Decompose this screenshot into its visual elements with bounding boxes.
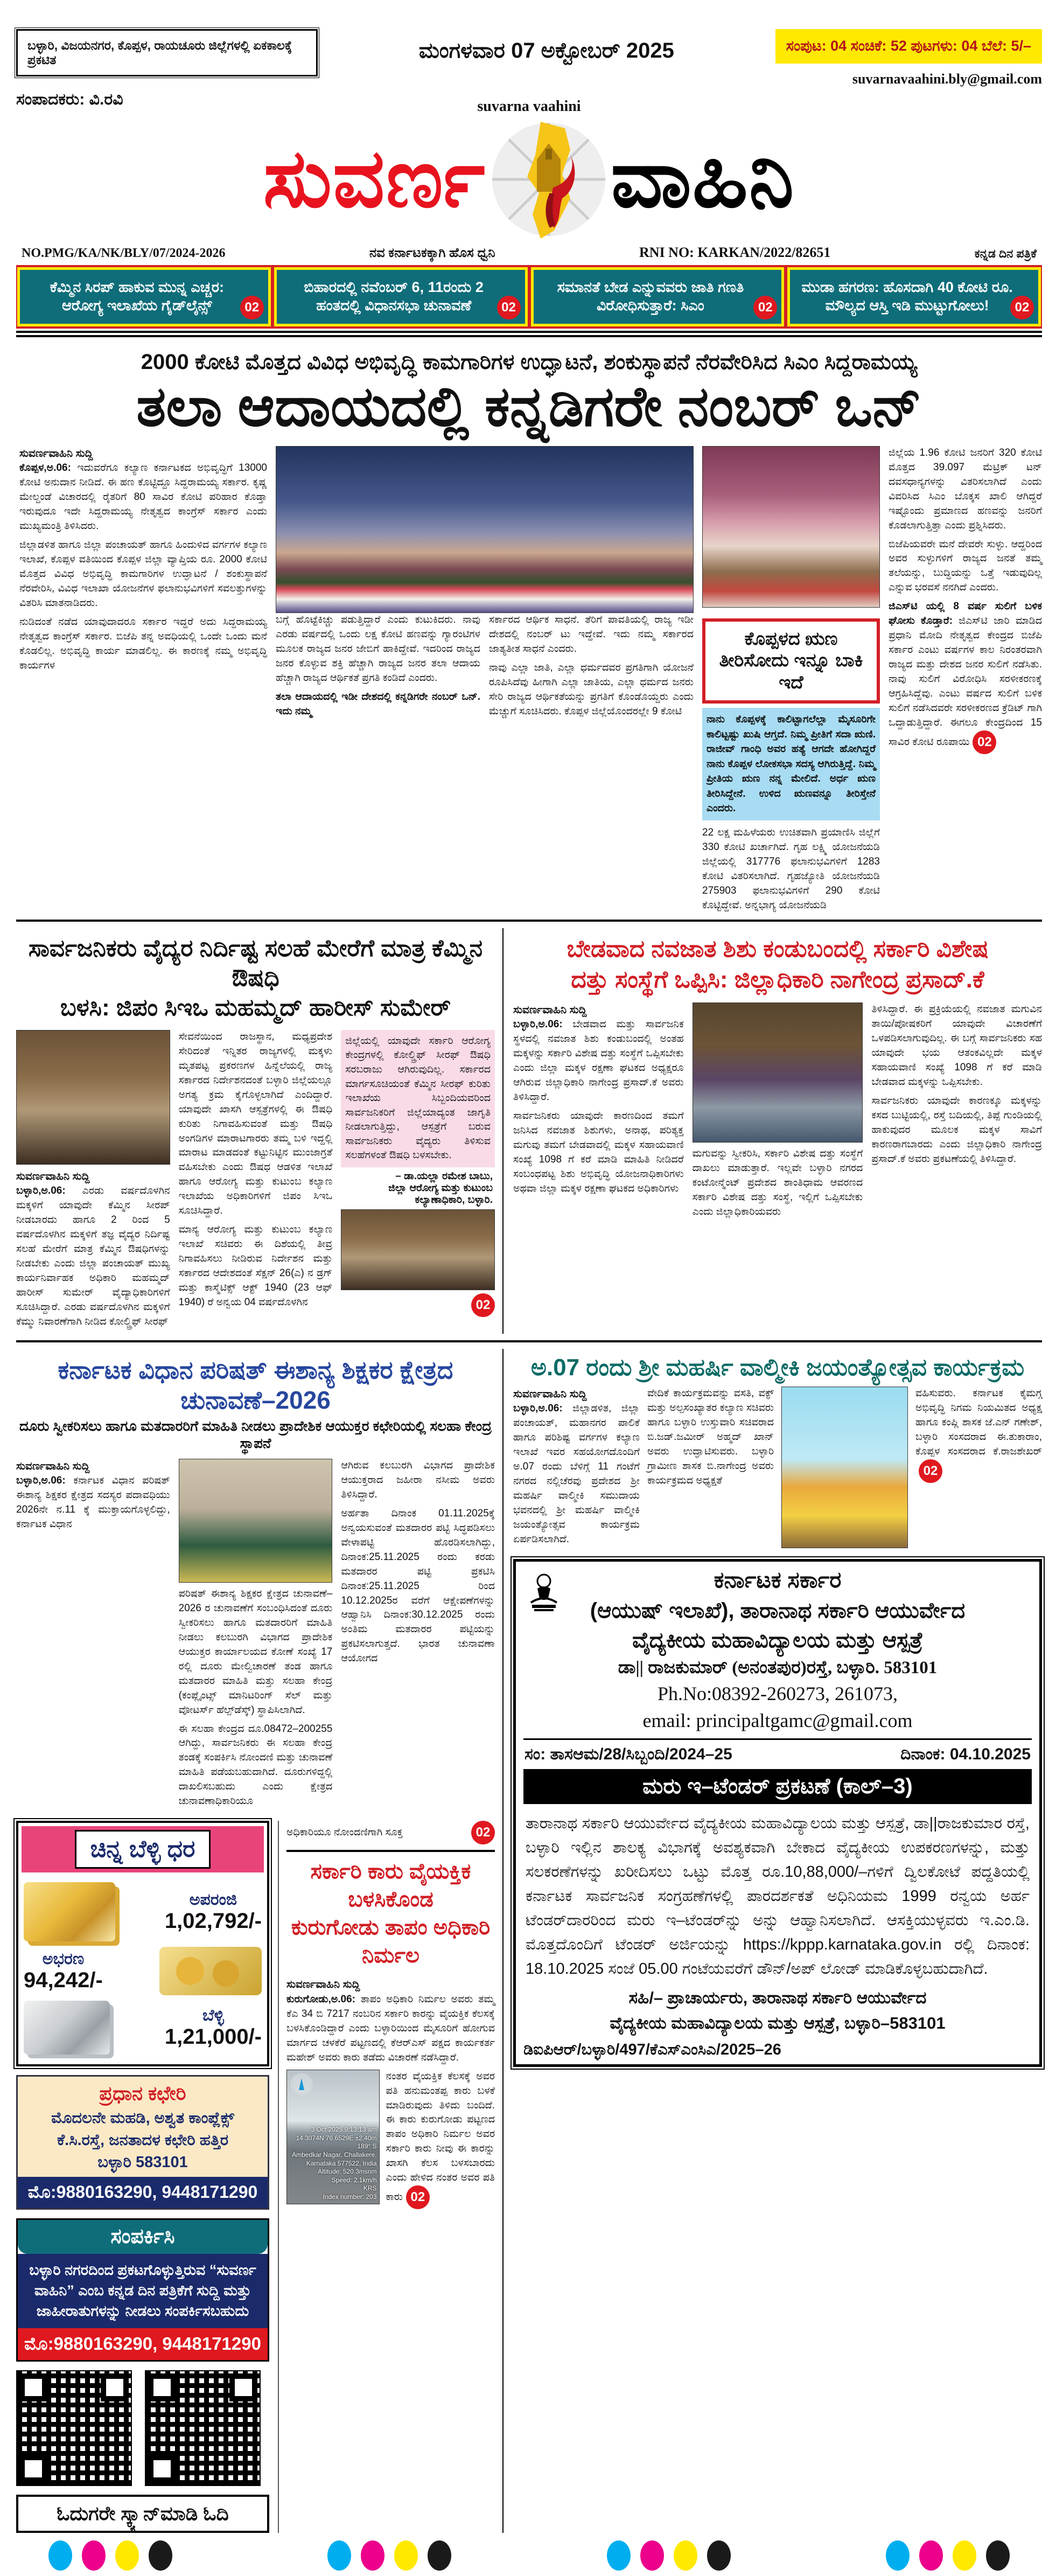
gps-line: 189° S — [357, 2142, 377, 2150]
valmiki-column-3 — [781, 1387, 908, 1551]
office-address-line: ಕೆ.ಸಿ.ರಸ್ತೆ, ಜನತಾದಳ ಕಛೇರಿ ಹತ್ತಿರ — [57, 2132, 229, 2149]
gold-item-label: ಅಭರಣ — [42, 1950, 85, 1968]
tender-email: email: principaltgamc@gmail.com — [642, 1709, 913, 1731]
lead-paragraph: ನುಡಿದಂತೆ ನಡೆದ ಯಾವುದಾದರೂ ಸರ್ಕಾರ ಇದ್ದರೆ ಅದು ಸಿದ್ದರಾಮಯ್ಯ ನೇತೃತ್ವದ ಕಾಂಗ್ರೆಸ್ ಸರ್ಕಾರ. ಬಿಜೆಪಿ ತನ್ನ ಅವಧಿಯಲ್ಲಿ ಒಂದೇ ಒಂದು ಮನೆ ಕೊಡಲಿಲ್ಲ. ಅಭಿವೃದ್ಧಿ ಕಾರ್ಯ ಮಾಡಲಿಲ್ಲ. ಈ ಕಾರಣಕ್ಕೆ ನಮ್ಮ ಅಭಿವೃದ್ಧಿ ಕಾರ್ಯಗಳ — [19, 616, 267, 671]
cough-headline — [16, 934, 495, 1022]
karnataka-emblem-icon — [527, 1570, 561, 1616]
second-story-band — [16, 928, 1042, 1334]
adoption-paragraph: ಸಾರ್ವಜನಿಕರು ಯಾವುದೇ ಕಾರಣದಿಂದ ತಮಗೆ ಜನಿಸಿದ ನವಜಾತ ಶಿಶುಗಳು, ಅನಾಥ, ಪರಿತ್ಯಕ್ತ ಮಗುವು ತಮಗೆ ಬೇಡವಾದಲ್ಲಿ ಮಕ್ಕಳ ಸಹಾಯವಾಣಿ ಸಂಖ್ಯೆ 1098 ಗೆ ಕರೆ ಮಾಡಿ ಮಾಹಿತಿ ನೀಡಿದರೆ ಸಂಬಂಧಪಟ್ಟ ಶಿಶು ಅಭಿವೃದ್ಧಿ ಯೋಜನಾಧಿಕಾರಿಗಳು ಅಥವಾ ಜಿಲ್ಲಾ ಮಕ್ಕಳ ರಕ್ಷಣಾ ಘಟಕದ ಅಧಿಕಾರಿಗಳು — [513, 1110, 684, 1195]
lead-paragraph: ಸರ್ಕಾರದ ಆರ್ಥಿಕ ಸಾಧನೆ. ತೆರಿಗೆ ಪಾವತಿಯಲ್ಲಿ ರಾಜ್ಯ ಇಡೀ ದೇಶದಲ್ಲಿ ನಂಬರ್ ಟು ಇದ್ದೇವೆ. ಇದು ನಮ್ಮ ಸರ್ಕಾರದ ಜಾತ್ಯತೀತ ಸಾಧನೆ ಎಂದರು. — [489, 614, 694, 655]
valmiki-paragraph: ವಹಿಸುವರು. ಕರ್ನಾಟಕ ಕೈಮಗ್ಗ ಅಭಿವೃದ್ಧಿ ನಿಗಮ ನಿಯಮಿತದ ಅಧ್ಯಕ್ಷ ಹಾಗೂ ಕಂಪ್ಲಿ ಶಾಸಕ ಜೆ.ಎನ್ ಗಣೇಶ್, ಬಳ್ಳಾರಿ ಸಂಸದರಾದ ಈ.ತುಕಾರಾಂ, ಕೊಪ್ಪಳ ಸಂಸದರಾದ ಕೆ.ರಾಜಶೇಖರ್ — [915, 1387, 1042, 1457]
qr-eye — [19, 2455, 47, 2483]
qr-code-1 — [16, 2370, 132, 2486]
contact-body: ಬಳ್ಳಾರಿ ನಗರದಿಂದ ಪ್ರಕಟಗೊಳ್ಳುತ್ತಿರುವ “ಸುವರ್ಣ ವಾಹಿನಿ” ಎಂಬ ಕನ್ನಡ ದಿನ ಪತ್ರಿಕೆಗೆ ಸುದ್ದಿ ಮತ್ತು ಜಾಹೀರಾತುಗಳನ್ನು ನೀಡಲು ಸಂಪರ್ಕಿಸಬಹುದು — [18, 2254, 268, 2328]
tender-address: ಡಾ|| ರಾಜಕುಮಾರ್ (ಅನಂತಪುರ)ರಸ್ತೆ, ಬಳ್ಳಾರಿ. 583101 — [618, 1658, 938, 1677]
office-address-line: ಮೊದಲನೇ ಮಹಡಿ, ಅಶ್ವತ ಕಾಂಪ್ಲೆಕ್ಸ್ — [51, 2109, 234, 2127]
qr-row — [16, 2370, 269, 2486]
rule — [16, 331, 1042, 337]
commissioner-photo — [179, 1459, 333, 1583]
byline: ಸುವರ್ಣವಾಹಿನಿ ಸುದ್ದಿ — [16, 1170, 90, 1182]
lead-paragraph-bold: ತಲಾ ಆದಾಯದಲ್ಲಿ ಇಡೀ ದೇಶದಲ್ಲಿ ಕನ್ನಡಿಗರೇ ನಂಬರ್ ಒನ್. ಇದು ನಮ್ಮ — [276, 691, 480, 717]
gold-item-value: 1,02,792/- — [164, 1909, 262, 1933]
lead-headline: ತಲಾ ಆದಾಯದಲ್ಲಿ ಕನ್ನಡಿಗರೇ ನಂಬರ್ ಒನ್ — [136, 375, 922, 438]
lead-column-2 — [276, 613, 480, 913]
election-paragraph: ಪರಿಷತ್ ಈಶಾನ್ಯ ಶಿಕ್ಷಕರ ಕ್ಷೇತ್ರದ ಚುನಾವಣೆ–2026 ರ ಚುನಾವಣೆಗೆ ಸಂಬಂಧಿಸಿದಂತೆ ದೂರು ಸ್ವೀಕರಿಸಲು ಹಾಗೂ ಮತದಾರರಿಗೆ ಮಾಹಿತಿ ನೀಡಲು ಕಲಬುರಗಿ ವಿಭಾಗದ ಪ್ರಾದೇಶಿಕ ಆಯುಕ್ತರ ಕಾರ್ಯಾಲಯದ ಕೋಣೆ ಸಂಖ್ಯೆ 17 ರಲ್ಲಿ ದೂರು ಮೇಲ್ವಿಚಾರಣೆ ತಂಡ ಹಾಗೂ ಮತದಾರರ ಮಾಹಿತಿ ಮತ್ತು ಸಲಹಾ ಕೇಂದ್ರ (ಕಂಪ್ಲೈಂಟ್ಸ್ ಮಾನಿಟರಿಂಗ್ ಸೆಲ್ ಮತ್ತು ವೋಟರ್ಸ್ ಹೆಲ್ಪ್‌ಡೆಸ್ಕ್) ಸ್ಥಾಪಿಸಿಲಾಗಿದೆ. — [178, 1588, 333, 1716]
lead-stats-paragraph: 22 ಲಕ್ಷ ಮಹಿಳೆಯರು ಉಚಿತವಾಗಿ ಪ್ರಯಾಣಿಸಿ ಜಿಲ್ಲೆಗೆ 330 ಕೋಟಿ ಖರ್ಚಾಗಿದೆ. ಗೃಹ ಲಕ್ಷ್ಮಿ ಯೋಜನೆಯಡಿ ಜಿಲ್ಲೆಯಲ್ಲಿ 317776 ಫಲಾನುಭವಿಗಳಿಗೆ 1283 ಕೋಟಿ ವಿತರಿಸಲಾಗಿದೆ. ಗೃಹಜ್ಯೋತಿ ಯೋಜನೆಯಡಿ 275903 ಫಲಾನುಭವಿಗಳಿಗೆ 290 ಕೋಟಿ ಕೊಟ್ಟಿದ್ದೇವೆ. ಅನ್ನಭಾಗ್ಯ ಯೋಜನೆಯಡಿ — [702, 826, 880, 911]
page-jump-badge: 02 — [406, 2185, 430, 2209]
masthead-info-row — [22, 245, 1037, 261]
page-jump-badge: 02 — [1010, 296, 1034, 319]
tender-body: ತಾರಾನಾಥ ಸರ್ಕಾರಿ ಆಯುರ್ವೇದ ವೈದ್ಯಕೀಯ ಮಹಾವಿದ್ಯಾಲಯ ಮತ್ತು ಆಸ್ಪತ್ರೆ, ಡಾ||ರಾಜಕುಮಾರ ರಸ್ತೆ, ಬಳ್ಳಾರಿ ಇಲ್ಲಿನ ಶಾಲಕ್ಯ ವಿಭಾಗಕ್ಕೆ ಅವಶ್ಯಕವಾಗಿ ಬೇಕಾದ ವೈದ್ಯಕೀಯ ಉಪಕರಣಗಳನ್ನು, ಮತ್ತು ಸಲಕರಣೆಗಳನ್ನು ಖರೀದಿಸಲು ಒಟ್ಟು ಮೊತ್ತ ರೂ.10,88,000/–ಗಳಿಗೆ ದ್ವಿಲಕೋಟೆ ಪದ್ದತಿಯಲ್ಲಿ ಕರ್ನಾಟಕ ಸಾರ್ವಜನಿಕ ಸಂಗ್ರಹಣೆಗಳಲ್ಲಿ ಪಾರದರ್ಶಕತೆ ಅಧಿನಿಯಮ 1999 ರನ್ವಯ ಅರ್ಹ ಟೆಂಡರ್‌ದಾರರಿಂದ ಮರು ಇ–ಟೆಂಡರ್‌ನ್ನು ಅನ್ನು ಆಹ್ವಾನಿಸಲಾಗಿದೆ. ಆಸಕ್ತಿಯುಳ್ಳವರು ಇ.ಎಂ.ಡಿ. ಮೊತ್ತದೊಂದಿಗೆ ಟೆಂಡರ್ ಅರ್ಜಿಯನ್ನು https://kppp.karnataka.gov.in ರಲ್ಲಿ ದಿನಾಂಕ: 18.10.2025 ಸಂಜೆ 05.00 ಗಂಟೆಯವರೆಗೆ ಡೌನ್/ಅಪ್ ಲೋಡ್ ಮಾಡಿಕೊಳ್ಳಬಹುದಾಗಿದೆ. — [526, 1814, 1030, 1978]
qr-eye — [148, 2455, 176, 2483]
cough-column-3 — [341, 1030, 495, 1334]
date-line: ಮಂಗಳವಾರ 07 ಅಕ್ಟೋಬರ್ 2025 — [418, 39, 674, 62]
teaser-strip — [16, 265, 1042, 329]
adoption-paragraph: ಮಗುವನ್ನು ಸ್ವೀಕರಿಸಿ, ಸರ್ಕಾರಿ ವಿಶೇಷ ದತ್ತು ಸಂಸ್ಥೆಗೆ ದಾಖಲು ಮಾಡುತ್ತಾರೆ. ಇಲ್ಲವೇ ಬಳ್ಳಾರಿ ನಗರದ ಕಂಟೋನ್ಮೆಂಟ್ ಪ್ರದೇಶದ ಶಾಂತಿಧಾಮ ಆವರಣದ ಸರ್ಕಾರಿ ವಿಶೇಷ ದತ್ತು ಸಂಸ್ಥೆ, ಇಲ್ಲಿಗೆ ಒಪ್ಪಿಸಬೇಕು ಎಂದು ಜಿಲ್ಲಾಧಿಕಾರಿಯವರು — [692, 1148, 863, 1217]
gps-line: Speed: 2.1km/h — [331, 2176, 377, 2184]
print-registration-marks — [16, 2533, 1042, 2571]
lead-paragraph: ಬಗ್ಗೆ ಹೊಟ್ಟೆಕಿಚ್ಚು ಪಡುತ್ತಿದ್ದಾರೆ ಎಂದು ಕುಟುಕಿದರು. ನಾವು ಎರಡು ವರ್ಷದಲ್ಲಿ ಒಂದು ಲಕ್ಷ ಕೋಟಿ ಹಣವನ್ನು ಗ್ಯಾರಂಟಿಗಳ ಮೂಲಕ ರಾಜ್ಯದ ಜನರ ಜೇಬಿಗೆ ಹಾಕಿದ್ದೇವೆ. ಇದರಿಂದ ರಾಜ್ಯದ ಜನರ ಕೊಳ್ಳುವ ಶಕ್ತಿ ಹೆಚ್ಚಾಗಿ ರಾಜ್ಯದ ಜನರ ತಲಾ ಆದಾಯ ಹೆಚ್ಚಾಗಿ ರಾಜ್ಯದ ಆರ್ಥಿಕತೆ ಪ್ರಗತಿ ಕಂಡಿದೆ ಎಂದರು. — [276, 614, 480, 684]
cmyk-dots — [327, 2540, 451, 2571]
office-address-line: ಬಳ್ಳಾರಿ 583101 — [97, 2154, 188, 2171]
headline-line: ಸಾರ್ವಜನಿಕರು ವೈದ್ಯರ ನಿರ್ದಿಷ್ಟ ಸಲಹೆ ಮೇರೆಗೆ ಮಾತ್ರ ಕೆಮ್ಮಿನ ಔಷಧಿ — [28, 935, 483, 991]
dho-photo — [341, 1209, 495, 1290]
ceo-photo — [16, 1030, 170, 1165]
right-half — [513, 1349, 1042, 2533]
page-jump-badge: 02 — [973, 730, 996, 754]
attribution-line: ಕಲ್ಯಾಣಾಧಿಕಾರಿ, ಬಳ್ಳಾರಿ. — [415, 1194, 493, 1206]
page-jump-badge: 02 — [753, 296, 777, 319]
gold-bars-image — [24, 1882, 115, 1941]
head-office-title: ಪ್ರಧಾನ ಕಛೇರಿ — [99, 2082, 186, 2105]
cough-paragraph: ಮಾನ್ಯ ಆರೋಗ್ಯ ಮತ್ತು ಕುಟುಂಬ ಕಲ್ಯಾಣ ಇಲಾಖೆ ಸಚಿವರು ಈ ದಿಶೆಯಲ್ಲಿ ತೀವ್ರ ನಿಗಾವಹಿಸಲು ನೀಡಿರುವ ನಿರ್ದೇಶನ ಮತ್ತು ಸರ್ಕಾರದ ಆದೇಶದಂತೆ ಸೆಕ್ಷನ್ 26(ಎ) ನ ಡ್ರಗ್ ಮತ್ತು ಕಾಸ್ಮೆಟಿಕ್ಸ್ ಆಕ್ಟ್ 1940 (23 ಆಫ್ 1940) ರೆ ಅನ್ವಯ 04 ವರ್ಷದೊಳಗಿನ — [178, 1224, 333, 1308]
gold-rate-title-ribbon — [22, 1826, 264, 1872]
headline-line: ದತ್ತು ಸಂಸ್ಥೆಗೆ ಒಪ್ಪಿಸಿ: ಜಿಲ್ಲಾಧಿಕಾರಿ ನಾಗೇಂದ್ರ ಪ್ರಸಾದ್.ಕೆ — [571, 966, 984, 993]
dateline: ಬಳ್ಳಾರಿ,ಅ.06: — [513, 1403, 563, 1415]
lead-callout-title: ಕೊಪ್ಪಳದ ಋಣ ತೀರಿಸೋದು ಇನ್ನೂ ಬಾಕಿ ಇದೆ — [702, 618, 880, 704]
masthead-title-black: ವಾಹಿನಿ — [611, 133, 795, 224]
gold-item-label: ಅಪರಂಜಿ — [189, 1890, 237, 1909]
tender-dipr-ref: ಡಿಐಪಿಆರ್/ಬಳ್ಳಾರಿ/497/ಕೆಎಸ್‌ಎಂಸಿಎ/2025–26 — [523, 2041, 781, 2059]
silver-item-label: ಬೆಳ್ಳಿ — [202, 2006, 224, 2024]
election-column-3 — [341, 1459, 495, 1814]
headline-line: ಕುರುಗೋಡು ತಾಪಂ ಅಧಿಕಾರಿ ನಿರ್ಮಲ — [291, 1916, 491, 1968]
dateline: ಕುರುಗೋಡು,ಅ.06: — [286, 1993, 356, 2005]
gold-rate-box — [16, 1821, 269, 2066]
headline-line: ಸರ್ಕಾರಿ ಕಾರು ವೈಯಕ್ತಿಕ ಬಳಸಿಕೊಂಡ — [310, 1860, 471, 1912]
qr-eye — [19, 2373, 47, 2401]
byline: ಸುವರ್ಣವಾಹಿನಿ ಸುದ್ದಿ — [513, 1388, 587, 1400]
byline: ಸುವರ್ಣವಾಹಿನಿ ಸುದ್ದಿ — [19, 447, 93, 459]
left-ad-stack — [16, 1821, 269, 2532]
silver-item-value: 1,21,000/- — [164, 2024, 262, 2049]
lead-column-4 — [702, 613, 880, 913]
qr-code-2 — [145, 2370, 261, 2486]
tender-department: (ಆಯುಷ್ ಇಲಾಖೆ), ತಾರಾನಾಥ ಸರ್ಕಾರಿ ಆಯುರ್ವೇದ — [590, 1598, 966, 1623]
lead-story — [16, 337, 1042, 913]
election-paragraph: ಈ ಸಲಹಾ ಕೇಂದ್ರದ ದೂ.08472–200255 ಆಗಿದ್ದು, ಸಾರ್ವಜನಿಕರು ಈ ಸಲಹಾ ಕೇಂದ್ರ ತಂಡಕ್ಕೆ ಸಂಪರ್ಕಿಸಿ ನೋಂದಣಿ ಮತ್ತು ಚುನಾವಣೆ ಮಾಹಿತಿ ಪಡೆಯಬಹುದಾಗಿದೆ. ದೂರುಗಳಿದ್ದಲ್ಲಿ ದಾಖಲಿಸಬಹುದು ಎಂದು ಕ್ಷೇತ್ರದ ಚುನಾವಣಾಧಿಕಾರಿಯೂ — [178, 1723, 333, 1807]
lead-column-1 — [19, 446, 267, 913]
third-band — [16, 1349, 1042, 2533]
election-continuation-fragment — [286, 1821, 495, 1844]
cmyk-dots — [886, 2540, 1010, 2571]
teaser-text: ಕೆಮ್ಮಿನ ಸಿರಪ್ ಹಾಕುವ ಮುನ್ನ ಎಚ್ಚರ: ಆರೋಗ್ಯ ಇಲಾಖೆಯ ಗೈಡ್‌ಲೈನ್ಸ್ — [50, 279, 225, 314]
adoption-column-2 — [693, 1002, 863, 1224]
lead-paragraph: ಜಿಲ್ಲೆಯ 1.96 ಕೋಟಿ ಜನರಿಗೆ 320 ಕೋಟಿ ಮೊತ್ತದ 39.097 ಮೆಟ್ರಿಕ್ ಟನ್ ದವಸಧಾನ್ಯಗಳನ್ನು ವಿತರಿಸಲಾಗಿದೆ ಎಂದು ವಿವರಿಸಿದ ಸಿಎಂ ಬೊಕ್ಕಸ ಖಾಲಿ ಆಗಿದ್ದರೆ ಇಷ್ಟೊಂದು ಪ್ರಮಾಣದ ಹಣವನ್ನು ಜನರಿಗೆ ಕೊಡಲಾಗುತ್ತಿತ್ತಾ ಎಂದು ಪ್ರಶ್ನಿಸಿದರು. — [889, 447, 1042, 531]
page-jump-badge: 02 — [497, 296, 521, 319]
election-paragraph: ಆಗಿರುವ ಕಲಬುರಗಿ ವಿಭಾಗದ ಪ್ರಾದೇಶಿಕ ಆಯುಕ್ತರಾದ ಜಹೀರಾ ನಸೀಮ ಅವರು ತಿಳಿಸಿದ್ದಾರೆ. — [341, 1459, 495, 1500]
top-bar — [16, 29, 1042, 87]
lead-photo-memento — [702, 446, 880, 608]
adoption-column-1 — [513, 1002, 684, 1224]
car-paragraph: ನಂತರ ವೈಯಕ್ತಿಕ ಕೆಲಸಕ್ಕೆ ಅವರ ಪತಿ ಹನುಮಂತಪ್ಪ ಕಾರು ಬಳಕೆ ಮಾಡಿರುವುದು ತಿಳಿದು ಬಂದಿದೆ. ಈ ಕಾರು ಕುರುಗೋಡು ಪಟ್ಟಣದ ತಾಪಂ ಅಧಿಕಾರಿ ನಿರ್ಮಲ ಅವರ ಸರ್ಕಾರಿ ಕಾರು ನೀವು ಈ ಕಾರನ್ನು ಖಾಸಗಿ ಕೆಲಸ ಬಳಸಬಾರದು ಎಂದು ಹೇಳಿದ ನಂತರ ಅವರ ಪತಿ ಕಾರು — [386, 2070, 495, 2203]
valmiki-column-2 — [647, 1387, 774, 1551]
election-column-2 — [179, 1459, 333, 1814]
valmiki-column-1 — [513, 1387, 640, 1551]
cmyk-dots — [48, 2540, 172, 2571]
qr-eye — [148, 2373, 176, 2401]
tender-phone: Ph.No:08392-260273, 261073, — [657, 1682, 898, 1704]
tender-government: ಕರ್ನಾಟಕ ಸರ್ಕಾರ — [714, 1567, 842, 1592]
byline: ಸುವರ್ಣವಾಹಿನಿ ಸುದ್ದಿ — [16, 1460, 90, 1472]
latin-name: suvarna vaahini — [477, 98, 581, 115]
rule — [286, 1850, 495, 1852]
teaser-text: ಬಿಹಾರದಲ್ಲಿ ನವೆಂಬರ್ 6, 11ರಂದು 2 ಹಂತದಲ್ಲಿ ವಿಧಾನಸಭಾ ಚುನಾವಣೆ — [304, 279, 484, 314]
silver-bars-image — [24, 2001, 110, 2055]
issue-box: ಸಂಪುಟ: 04 ಸಂಚಿಕೆ: 52 ಪುಟಗಳು: 04 ಬೆಲೆ: 5/– — [775, 29, 1042, 64]
gold-bangles-image — [159, 1947, 262, 1995]
lead-paragraph: ಜಿಲ್ಲಾಡಳಿತ ಹಾಗೂ ಜಿಲ್ಲಾ ಪಂಚಾಯತ್ ಹಾಗೂ ಹಿಂದುಳಿದ ವರ್ಗಗಳ ಕಲ್ಯಾಣ ಇಲಾಖೆ, ಕೊಪ್ಪಳ ವತಿಯಿಂದ ಕೊಪ್ಪಳ ಜಿಲ್ಲಾ ವ್ಯಾಪ್ತಿಯ ರೂ. 2000 ಕೋಟಿ ಮೊತ್ತದ ವಿವಿಧ ಅಭಿವೃದ್ಧಿ ಕಾಮಗಾರಿಗಳ ಉದ್ಘಾಟನೆ / ಶಂಕುಸ್ಥಾಪನೆ ನೆರವೇರಿಸಿ, ವಿವಿಧ ಇಲಾಖಾ ಯೋಜನೆಗಳ ಫಲಾನುಭವಿಗಳಿಗೆ ಸವಲತ್ತುಗಳನ್ನು ವಿತರಿಸಿ ಮಾತನಾಡಿದರು. — [19, 539, 267, 609]
cmyk-dots — [607, 2540, 731, 2571]
postal-reg-no: NO.PMG/KA/NK/BLY/07/2024-2026 — [22, 246, 226, 260]
cough-paragraph: ಸೇವನೆಯಿಂದ ರಾಜಸ್ಥಾನ, ಮಧ್ಯಪ್ರದೇಶ ಸೇರಿದಂತೆ ಇನ್ನಿತರ ರಾಜ್ಯಗಳಲ್ಲಿ ಮಕ್ಕಳು ಮೃತಪಟ್ಟ ಪ್ರಕರಣಗಳ ಹಿನ್ನೆಲೆಯಲ್ಲಿ ರಾಜ್ಯ ಸರ್ಕಾರದ ನಿರ್ದೇಶನದಂತೆ ಬಳ್ಳಾರಿ ಜಿಲ್ಲೆಯಲ್ಲೂ ಅಗತ್ಯ ಕ್ರಮ ಕೈಗೊಳ್ಳಲಾಗಿದೆ ಎಂದಿದ್ದಾರೆ. ಯಾವುದೇ ಖಾಸಗಿ ಆಸ್ಪತ್ರೆಗಳಲ್ಲಿ ಈ ಔಷಧಿ ಕುರಿತು ನಿಗಾವಹಿಸುವಂತೆ ಮತ್ತು ಔಷಧಿ ಅಂಗಡಿಗಳ ಮಾರಾಟಗಾರರು ತಮ್ಮ ಬಳಿ ಇದ್ದಲ್ಲಿ ಮಾರಾಟ ಮಾಡದಂತೆ ಕಟ್ಟುನಿಟ್ಟಿನ ಮುಂಜಾಗ್ರತೆ ವಹಿಸಬೇಕು ಎಂದು ಔಷಧ ಆಡಳಿತ ಇಲಾಖೆ ಹಾಗೂ ಆರೋಗ್ಯ ಮತ್ತು ಕುಟುಂಬ ಕಲ್ಯಾಣ ಇಲಾಖೆಯ ಅಧಿಕಾರಿಗಳಿಗೆ ಜಿಪಂ ಸಿಇಒ ಸೂಚಿಸಿದ್ದಾರೆ. — [178, 1031, 333, 1217]
office-phone: ಮೊ:9880163290, 9448171290 — [18, 2177, 268, 2208]
editor-line: ಸಂಪಾದಕರು: ವಿ.ರವಿ — [16, 90, 123, 108]
election-column-1 — [16, 1459, 170, 1814]
cough-syrup-story — [16, 928, 503, 1334]
attribution-line: ಜಿಲ್ಲಾ ಆರೋಗ್ಯ ಮತ್ತು ಕುಟುಂಬ — [388, 1182, 493, 1194]
karnataka-map-vidhana-soudha-icon — [489, 117, 608, 241]
lead-column-5 — [889, 446, 1042, 913]
compass-icon — [290, 2073, 313, 2096]
dateline: ಬಳ್ಳಾರಿ,ಅ.06: — [16, 1185, 66, 1197]
tender-date: ದಿನಾಂಕ: 04.10.2025 — [900, 1745, 1031, 1763]
qr-caption: ಓದುಗರೇ ಸ್ಕ್ಯಾನ್‌ಮಾಡಿ ಓದಿ — [16, 2495, 269, 2533]
valmiki-image — [781, 1387, 908, 1548]
tender-notice — [513, 1559, 1042, 2067]
middle-bottom-column — [278, 1821, 495, 2532]
adoption-story — [513, 928, 1042, 1334]
qr-eye — [229, 2373, 257, 2401]
gps-line: Index number: 203 — [323, 2192, 377, 2201]
headline-line: ಬಳಸಿ: ಜಿಪಂ ಸಿಇಒ ಮಹಮ್ಮದ್ ಹಾರೀಸ್ ಸುಮೇರ್ — [60, 994, 451, 1021]
lead-strap: 2000 ಕೋಟಿ ಮೊತ್ತದ ವಿವಿಧ ಅಭಿವೃದ್ಧಿ ಕಾಮಗಾರಿಗಳ ಉದ್ಘಾಟನೆ, ಶಂಕುಸ್ಥಾಪನೆ ನೆರವೇರಿಸಿದ ಸಿಎಂ ಸಿದ್ದರಾಮಯ್ಯ — [141, 350, 918, 374]
quote-attribution — [341, 1167, 495, 1209]
fragment-text: ಅಧಿಕಾರಿಯೂ ನೋಂದಣಿಗಾಗಿ ಸೂಕ್ತ — [286, 1826, 403, 1838]
cough-column-2 — [179, 1030, 333, 1334]
gps-line: Altitude: 520.3msnm — [318, 2168, 377, 2176]
rni-no: RNI NO: KARKAN/2022/82651 — [639, 245, 831, 260]
headline-line: ಬೇಡವಾದ ನವಜಾತ ಶಿಶು ಕಂಡುಬಂದಲ್ಲಿ ಸರ್ಕಾರಿ ವಿಶೇಷ — [567, 935, 989, 962]
masthead-title-red: ಸುವರ್ಣ — [263, 133, 486, 224]
adoption-column-3 — [871, 1002, 1042, 1224]
car-intro — [286, 1977, 495, 2065]
byline: ಸುವರ್ಣವಾಹಿನಿ ಸುದ್ದಿ — [513, 1004, 587, 1017]
gps-line: 3 Oct 2025 9:13:13 am — [311, 2126, 377, 2134]
email-address: suvarnavaahini.bly@gmail.com — [852, 71, 1042, 87]
tender-college: ವೈದ್ಯಕೀಯ ಮಹಾವಿದ್ಯಾಲಯ ಮತ್ತು ಆಸ್ಪತ್ರೆ — [632, 1628, 923, 1652]
adoption-paragraph: ತಿಳಿಸಿದ್ದಾರೆ. ಈ ಪ್ರಕ್ರಿಯೆಯಲ್ಲಿ ನವಜಾತ ಮಗುವಿನ ತಾಯಿ/ಪೋಷಕರಿಗೆ ಯಾವುದೇ ವಿಚಾರಣೆಗೆ ಒಳಪಡಿಸಲಾಗುವುದಿಲ್ಲ. ಈ ಬಗ್ಗೆ ಸಾರ್ವಜನಿಕರು ಸಹ ಯಾವುದೇ ಭಯ ಆತಂಕವಿಲ್ಲದೇ ಮಕ್ಕಳ ಸಹಾಯವಾಣಿ ಸಂಖ್ಯೆ 1098 ಗೆ ಕರೆ ಮಾಡಿ ಬೇಡವಾದ ಮಕ್ಕಳನ್ನು ಒಪ್ಪಿಸಬೇಕು. — [871, 1004, 1042, 1088]
qr-eye — [101, 2373, 129, 2401]
election-paragraph: ಕರ್ನಾಟಕ ವಿಧಾನ ಪರಿಷತ್ ಈಶಾನ್ಯ ಶಿಕ್ಷಕರ ಕ್ಷೇತ್ರದ ಸದಸ್ಯರ ಪದಾವಧಿಯು 2026ನೇ ನ.11 ಕ್ಕೆ ಮುಕ್ತಾಯಗೊಳ್ಳಲಿದ್ದು, ಕರ್ನಾಟಕ ವಿಧಾನ — [16, 1475, 170, 1530]
teaser-text: ಮುಡಾ ಹಗರಣ: ಹೊಸದಾಗಿ 40 ಕೋಟಿ ರೂ. ಮೌಲ್ಯದ ಆಸ್ತಿ ಇಡಿ ಮುಟ್ಟುಗೋಲು! — [801, 279, 1013, 314]
election-story — [16, 1355, 495, 1814]
dateline: ಬಳ್ಳಾರಿ,ಅ.06: — [16, 1475, 66, 1487]
head-office-box — [16, 2075, 269, 2210]
tender-signature-line: ಸಹಿ/– ಪ್ರಾಚಾರ್ಯರು, ತಾರಾನಾಥ ಸರ್ಕಾರಿ ಆಯುರ್ವೇದ — [628, 1988, 927, 2008]
contact-box — [16, 2218, 269, 2361]
left-half — [16, 1349, 503, 2533]
cough-quote-highlight: ಜಿಲ್ಲೆಯಲ್ಲಿ ಯಾವುದೇ ಸರ್ಕಾರಿ ಆರೋಗ್ಯ ಕೇಂದ್ರಗಳಲ್ಲಿ ಕೋಲ್ಡ್ರಿಫ್ ಸೀರಫ್ ಔಷಧಿ ಸರಬರಾಜು ಆಗಿರುವುದಿಲ್ಲ. ಸರ್ಕಾರದ ಮಾರ್ಗಸೂಚಿಯಂತೆ ಕೆಮ್ಮಿನ ಸೀರಫ್ ಕುರಿತು ಇಲಾಖೆಯ ಸಿಬ್ಬಂದಿಯವರಿಂದ ಸಾರ್ವಜನಿಕರಿಗೆ ಜಿಲ್ಲೆಯಾದ್ಯಂತ ಜಾಗೃತಿ ನೀಡಲಾಗುತ್ತಿದ್ದು, ಆಸ್ಪತ್ರೆಗೆ ಬರುವ ಸಾರ್ವಜನಿಕರು ವೈದ್ಯರು ತಿಳಿಸುವ ಸಲಹೆಗಳಂತೆ ಔಷಧಿ ಬಳಸಬೇಕು. — [341, 1030, 495, 1167]
contact-title: ಸಂಪರ್ಕಿಸಿ — [18, 2220, 268, 2254]
gps-line: Ambedkar Nagar, Challakere, Karnataka 577522, India — [292, 2151, 377, 2167]
byline: ಸುವರ್ಣವಾಹಿನಿ ಸುದ್ದಿ — [286, 1979, 360, 1991]
rule — [16, 1340, 1042, 1342]
teaser-cough-syrup — [17, 267, 271, 326]
page-jump-badge: 02 — [240, 296, 264, 319]
election-paragraph: ಅರ್ಹತಾ ದಿನಾಂಕ 01.11.2025ಕ್ಕೆ ಅನ್ವಯಸುವಂತೆ ಮತದಾರರ ಪಟ್ಟಿ ಸಿದ್ಧಪಡಿಸಲು ವೇಳಾಪಟ್ಟಿ ಹೊರಡಿಸಲಾಗಿದ್ದು, ದಿನಾಂಕ:25.11.2025 ರಂದು ಕರಡು ಮತದಾರರ ಪಟ್ಟಿ ಪ್ರಕಟಿಸಿ ದಿನಾಂಕ:25.11.2025 ರಿಂದ 10.12.2025ರ ವರೆಗೆ ಆಕ್ಷೇಪಣೆಗಳನ್ನು ಆಹ್ವಾನಿಸಿ ದಿನಾಂಕ:30.12.2025 ರಂದು ಅಂತಿಮ ಮತದಾರರ ಪಟ್ಟಿಯನ್ನು ಪ್ರಕಟಿಸಲಾಗುತ್ತದೆ. ಭಾರತ ಚುನಾವಣಾ ಆಯೋಗದ — [341, 1507, 495, 1665]
adoption-paragraph: ಸಾರ್ವಜನಿಕರು ಯಾವುದೇ ಕಾರಣಕ್ಕೂ ಮಕ್ಕಳನ್ನು ಕಸದ ಬುಟ್ಟಿಯಲ್ಲಿ, ರಸ್ತೆ ಬದಿಯಲ್ಲಿ, ತಿಪ್ಪೆ ಗುಂಡಿಯಲ್ಲಿ ಹಾಕುವುದರ ಮೂಲಕ ಮಕ್ಕಳ ಸಾವಿಗೆ ಕಾರಣರಾಗಬಾರದು ಎಂದು ಜಿಲ್ಲಾಧಿಕಾರಿ ನಾಗೇಂದ್ರ ಪ್ರಸಾದ್.ಕೆ ಅವರು ಪ್ರಕಟಣೆಯಲ್ಲಿ ತಿಳಿಸಿದ್ದಾರೆ. — [871, 1095, 1042, 1165]
valmiki-headline: ಅ.07 ರಂದು ಶ್ರೀ ಮಹರ್ಷಿ ವಾಲ್ಮೀಕಿ ಜಯಂತ್ಯೋತ್ಸವ ಕಾರ್ಯಕ್ರಮ — [530, 1354, 1025, 1381]
page-jump-badge: 02 — [919, 1459, 942, 1483]
car-column — [386, 2070, 495, 2214]
tender-ref-no: ಸಂ: ತಾಸಆಮ/28/ಸಿಬ್ಬಂದಿ/2024–25 — [524, 1745, 732, 1763]
teaser-bihar-election — [274, 267, 528, 326]
lead-column-3 — [489, 613, 694, 913]
car-headline — [286, 1857, 495, 1969]
district-box: ಬಳ್ಳಾರಿ, ವಿಜಯನಗರ, ಕೊಪ್ಪಳ, ರಾಯಚೂರು ಜಿಲ್ಲೆಗಳಲ್ಲಿ ಏಕಕಾಲಕ್ಕೆ ಪ್ರಕಟಿತ — [16, 29, 318, 76]
gps-overlay — [287, 2126, 377, 2201]
dateline: ಬಳ್ಳಾರಿ,ಅ.06: — [513, 1019, 563, 1031]
gold-item-value: 94,242/- — [24, 1968, 103, 1992]
car-paragraph: ತಾಪಂ ಅಧಿಕಾರಿ ನಿರ್ಮಲ ಅವರು ತಮ್ಮ ಕೆಎ 34 ಬಿ 7217 ನಂಬರಿನ ಸರ್ಕಾರಿ ಕಾರನ್ನು ವೈಯಕ್ತಿಕ ಕೆಲಸಕ್ಕೆ ಬಳಸಿಕೊಂಡಿದ್ದಾರೆ ಎಂದು ಬಳ್ಳಾರಿಯಿಂದ ಮೈಸೂರಿಗೆ ಹೋಗುವ ಮಾರ್ಗದ ಚಳಕೆರೆ ಪಟ್ಟಣದಲ್ಲಿ ಕೆಆರ್‌ಎಸ್ ಪಕ್ಷದ ಕಾರ್ಯಕರ್ತ ಮಹೇಶ್ ಅವರು ಕಾರು ತಡೆದು ವಿಚಾರಣೆ ನಡೆಸಿದ್ದಾರೆ. — [286, 1993, 495, 2063]
lead-paragraph: ಬಿಜೆಪಿಯವರೇ ಮನೆ ದೇವರೇ ಸುಳ್ಳು. ಆದ್ದರಿಂದ ಅವರ ಸುಳ್ಳುಗಳಿಗೆ ರಾಜ್ಯದ ಜನತೆ ತಮ್ಮ ತಲೆಯನ್ನು, ಬುದ್ಧಿಯನ್ನು ಒತ್ತೆ ಇಡುವುದಿಲ್ಲ ಎನ್ನುವ ಭರವಸೆ ನನಗಿದೆ ಎಂದರು. — [889, 538, 1042, 594]
valmiki-column-4 — [915, 1387, 1042, 1551]
election-subhead: ದೂರು ಸ್ವೀಕರಿಸಲು ಹಾಗೂ ಮತದಾರರಿಗೆ ಮಾಹಿತಿ ನೀಡಲು ಪ್ರಾದೇಶಿಕ ಆಯುಕ್ತರ ಕಛೇರಿಯಲ್ಲಿ ಸಲಹಾ ಕೇಂದ್ರ ಸ್ಥಾಪನೆ — [19, 1417, 492, 1451]
cough-column-1 — [16, 1030, 170, 1334]
teaser-caste-census — [531, 267, 785, 326]
teaser-muda-ed — [787, 267, 1041, 326]
valmiki-paragraph: ಜಿಲ್ಲಾಡಳಿತ, ಜಿಲ್ಲಾ ಪಂಚಾಯತ್, ಮಹಾನಗರ ಪಾಲಿಕೆ ಹಾಗೂ ಪರಿಶಿಷ್ಟ ವರ್ಗಗಳ ಕಲ್ಯಾಣ ಇಲಾಖೆ ಇವರ ಸಹಯೋಗದೊಂದಿಗೆ ಅ.07 ರಂದು ಬೆಳಿಗ್ಗೆ 11 ಗಂಟೆಗೆ ನಗರದ ನಲ್ಲಿಚೆರವು ಪ್ರದೇಶದ ಶ್ರೀ ಮಹರ್ಷಿ ವಾಲ್ಮೀಕಿ ಸಮುದಾಯ ಭವನದಲ್ಲಿ ಶ್ರೀ ಮಹರ್ಷಿ ವಾಲ್ಮೀಕಿ ಜಯಂತ್ಯೋತ್ಸವ ಕಾರ್ಯಕ್ರಮ ಏರ್ಪಡಿಸಲಾಗಿದೆ. — [513, 1403, 640, 1545]
cough-paragraph: ಎರಡು ವರ್ಷದೊಳಗಿನ ಮಕ್ಕಳಿಗೆ ಯಾವುದೇ ಕೆಮ್ಮಿನ ಸೀರಪ್ ನೀಡಬಾರದು ಹಾಗೂ 2 ರಿಂದ 5 ವರ್ಷದೊಳಗಿನ ಮಕ್ಕಳಿಗೆ ತಜ್ಞ ವೈದ್ಯರ ನಿರ್ದಿಷ್ಟ ಸಲಹೆ ಮೇರೆಗೆ ಮಾತ್ರ ಕೆಮ್ಮಿನ ಔಷಧಿಗಳನ್ನು ನೀಡಬೇಕು ಎಂದು ಜಿಲ್ಲಾ ಪಂಚಾಯತ್ ಮುಖ್ಯ ಕಾರ್ಯನಿರ್ವಾಹಕ ಅಧಿಕಾರಿ ಮಹಮ್ಮದ್ ಹಾರೀಸ್ ಸುಮೇರ್ ವೈದ್ಯಾಧಿಕಾರಿಗಳಿಗೆ ಸೂಚಿಸಿದ್ದಾರೆ. ಎರಡು ವರ್ಷದೊಳಗಿನ ಮಕ್ಕಳಿಗೆ ಕೆಮ್ಮು ನಿವಾರಣೆಗಾಗಿ ನೀಡಿದ ಕೋಲ್ಡ್ರಿಫ್ ಸೀರಫ್ — [16, 1185, 170, 1327]
teaser-text: ಸಮಾನತೆ ಬೇಡ ಎನ್ನುವವರು ಜಾತಿ ಗಣತಿ ವಿರೋಧಿಸುತ್ತಾರೆ: ಸಿಎಂ — [557, 279, 744, 314]
gps-line: 14.3074N 76.6529E ±2.40m — [296, 2134, 377, 2142]
road-photo — [286, 2070, 380, 2204]
page-jump-badge: 02 — [471, 1293, 495, 1317]
page-jump-badge: 02 — [471, 1821, 495, 1844]
daily-label: ಕನ್ನಡ ದಿನ ಪತ್ರಿಕೆ — [974, 247, 1037, 260]
masthead — [16, 117, 1042, 241]
contact-phone: ಮೊ:9880163290, 9448171290 — [18, 2328, 268, 2360]
valmiki-story — [513, 1354, 1042, 1551]
lead-paragraph: ಇದುವರೆಗೂ ಕಲ್ಯಾಣ ಕರ್ನಾಟಕದ ಅಭಿವೃದ್ಧಿಗೆ 13000 ಕೋಟಿ ಅನುದಾನ ನೀಡಿದೆ. ಈ ಹಣ ಕೊಟ್ಟಿದ್ದೂ ಸಿದ್ದರಾಮಯ್ಯ ಸರ್ಕಾರ. ಕೃಷ್ಣ ಮೇಲ್ದಂಡೆ ವಿಚಾರದಲ್ಲಿ ರೈತರಿಗೆ 80 ಸಾವಿರ ಕೋಟಿ ಪರಿಹಾರ ಕೊಡ್ತಾ ಇರುವುದೂ ಇದೇ ಸಿದ್ದರಾಮಯ್ಯ ನೇತೃತ್ವದ ಕಾಂಗ್ರೆಸ್ ಸರ್ಕಾರ ಎಂದು ಮುಖ್ಯಮಂತ್ರಿ ತಿಳಿಸಿದರು. — [19, 462, 267, 532]
valmiki-paragraph: ವೇದಿಕೆ ಕಾರ್ಯಕ್ರಮವನ್ನು ವಸತಿ, ವಕ್ಫ್ ಮತ್ತು ಅಲ್ಪಸಂಖ್ಯಾತರ ಕಲ್ಯಾಣ ಸಚಿವರು ಹಾಗೂ ಬಳ್ಳಾರಿ ಉಸ್ತುವಾರಿ ಸಚಿವರಾದ ಬಿ.ಜಡ್.ಜಮೀರ್ ಅಹ್ಮದ್ ಖಾನ್ ಅವರು ಉದ್ಘಾಟಿಸುವರು. ಬಳ್ಳಾರಿ ಗ್ರಾಮೀಣ ಶಾಸಕ ಬಿ.ನಾಗೇಂದ್ರ ಅವರು ಕಾರ್ಯಕ್ರಮದ ಅಧ್ಯಕ್ಷತೆ — [647, 1387, 774, 1486]
lead-paragraph: ನಾವು ಎಲ್ಲಾ ಜಾತಿ, ಎಲ್ಲಾ ಧರ್ಮದವರ ಪ್ರಗತಿಗಾಗಿ ಯೋಜನೆ ರೂಪಿಸಿದೆವು ಹೀಗಾಗಿ ಎಲ್ಲಾ ಜಾತಿಯ, ಎಲ್ಲಾ ಧರ್ಮದ ಜನರು ಸೇರಿ ರಾಜ್ಯದ ಆರ್ಥಿಕತೆಯನ್ನು ಪ್ರಗತಿಗೆ ಕೊಂಡೊಯ್ದರು ಎಂದು ಮೆಚ್ಚುಗೆ ಸೂಚಿಸಿದರು. ಕೊಪ್ಪಳ ಜಿಲ್ಲೆಯೊಂದರಲ್ಲೇ 9 ಕೋಟಿ — [489, 662, 694, 717]
adoption-paragraph: ಬೇಡವಾದ ಮತ್ತು ಸಾರ್ವಜನಿಕ ಸ್ಥಳದಲ್ಲಿ ನವಜಾತ ಶಿಶು ಕಂಡುಬಂದಲ್ಲಿ ಅಂತಹ ಮಕ್ಕಳನ್ನು ಸರ್ಕಾರಿ ವಿಶೇಷ ದತ್ತು ಸಂಸ್ಥೆಗೆ ಒಪ್ಪಿಸಬೇಕು ಎಂದು ಜಿಲ್ಲಾ ಮಕ್ಕಳ ರಕ್ಷಣಾ ಘಟಕದ ಅಧ್ಯಕ್ಷರೂ ಆಗಿರುವ ಜಿಲ್ಲಾಧಿಕಾರಿ ನಾಗೇಂದ್ರ ಪ್ರಸಾದ್.ಕೆ ಅವರು ತಿಳಿಸಿದ್ದಾರೆ. — [513, 1019, 684, 1103]
dateline: ಕೊಪ್ಪಳ,ಅ.06: — [19, 462, 71, 474]
gold-rate-title: ಚಿನ್ನ ಬೆಳ್ಳಿ ಧರ — [75, 1830, 211, 1869]
attribution-line: – ಡಾ.ಯಲ್ಲಾ ರಮೇಶ ಬಾಬು, — [395, 1171, 493, 1182]
adoption-headline — [513, 934, 1042, 995]
car-story — [286, 1857, 495, 2213]
lead-paragraph: ಜಿಎಸ್‌ಟಿ ಜಾರಿ ಮಾಡಿದ ಪ್ರಧಾನಿ ಮೋದಿ ನೇತೃತ್ವದ ಕೇಂದ್ರದ ಬಿಜೆಪಿ ಸರ್ಕಾರ ಎಂಟು ವರ್ಷಗಳ ಕಾಲ ನಿರಂತರವಾಗಿ ರಾಜ್ಯದ ಮತ್ತು ದೇಶದ ಜನರ ಸುಲಿಗೆ ನಡೆಸಿತು. ನಾವು ಸುಲಿಗೆ ವಿರೋಧಿಸಿ ಸರಳೀಕರಣಕ್ಕೆ ಆಗ್ರಹಿಸಿದ್ದೆವು. ಎಂಟು ವರ್ಷದ ಸುಲಿಗೆ ಬಳಿಕ ಸುಲಿಗೆ ನಡೆಸಿದವರೇ ಸರಳೀಕರಣದ ಕ್ರೆಡಿಟ್ ಗಾಗಿ ಒದ್ದಾಡುತ್ತಿದ್ದಾರೆ. ಈಗಲೂ ಕೇಂದ್ರದಿಂದ 15 ಸಾವಿರ ಕೋಟಿ ರೂಪಾಯಿ — [889, 615, 1043, 748]
election-headline: ಕರ್ನಾಟಕ ವಿಧಾನ ಪರಿಷತ್ ಈಶಾನ್ಯ ಶಿಕ್ಷಕರ ಕ್ಷೇತ್ರದ ಚುನಾವಣೆ–2026 — [58, 1355, 453, 1414]
tender-signature-line: ವೈದ್ಯಕೀಯ ಮಹಾವಿದ್ಯಾಲಯ ಮತ್ತು ಆಸ್ಪತ್ರೆ, ಬಳ್ಳಾರಿ–583101 — [610, 2014, 946, 2033]
rule — [16, 920, 1042, 922]
dc-photo — [693, 1002, 863, 1143]
lead-subhead: ಜಿಎಸ್‌ಟಿ ಯಲ್ಲಿ 8 ವರ್ಷ ಸುಲಿಗೆ ಬಳಿಕ ಘೋಸು ಕೊಡ್ತಾರೆ: — [889, 601, 1042, 627]
tender-banner: ಮರು ಇ–ಟೆಂಡರ್ ಪ್ರಕಟಣೆ (ಕಾಲ್–3) — [523, 1769, 1032, 1804]
gps-line: KRS — [363, 2184, 377, 2192]
lead-photo-stage — [276, 446, 694, 613]
slogan: ನವ ಕರ್ನಾಟಕಕ್ಕಾಗಿ ಹೊಸ ಧ್ವನಿ — [369, 246, 495, 260]
lead-quote-highlight: ನಾನು ಕೊಪ್ಪಳಕ್ಕೆ ಕಾಲಿಟ್ಟಾಗಲೆಲ್ಲಾ ಮೈಸೂರಿಗೇ ಕಾಲಿಟ್ಟಷ್ಟು ಖುಷಿ ಆಗ್ತದೆ. ನಿಮ್ಮ ಪ್ರೀತಿಗೆ ಸದಾ ಋಣಿ. ರಾಜೀವ್ ಗಾಂಧಿ ಅವರ ಹತ್ಯೆ ಆಗದೇ ಹೋಗಿದ್ದರೆ ನಾನು ಕೊಪ್ಪಳ ಲೋಕಸಭಾ ಸದಸ್ಯ ಆಗಿರುತ್ತಿದ್ದೆ. ನಿಮ್ಮ ಪ್ರೀತಿಯ ಋಣ ನನ್ನ ಮೇಲಿದೆ. ಅರ್ಧ ಋಣ ತೀರಿಸಿದ್ದೇನೆ. ಉಳಿದ ಋಣವನ್ನೂ ತೀರಿಸ್ತೇನೆ ಎಂದರು. — [702, 708, 880, 820]
